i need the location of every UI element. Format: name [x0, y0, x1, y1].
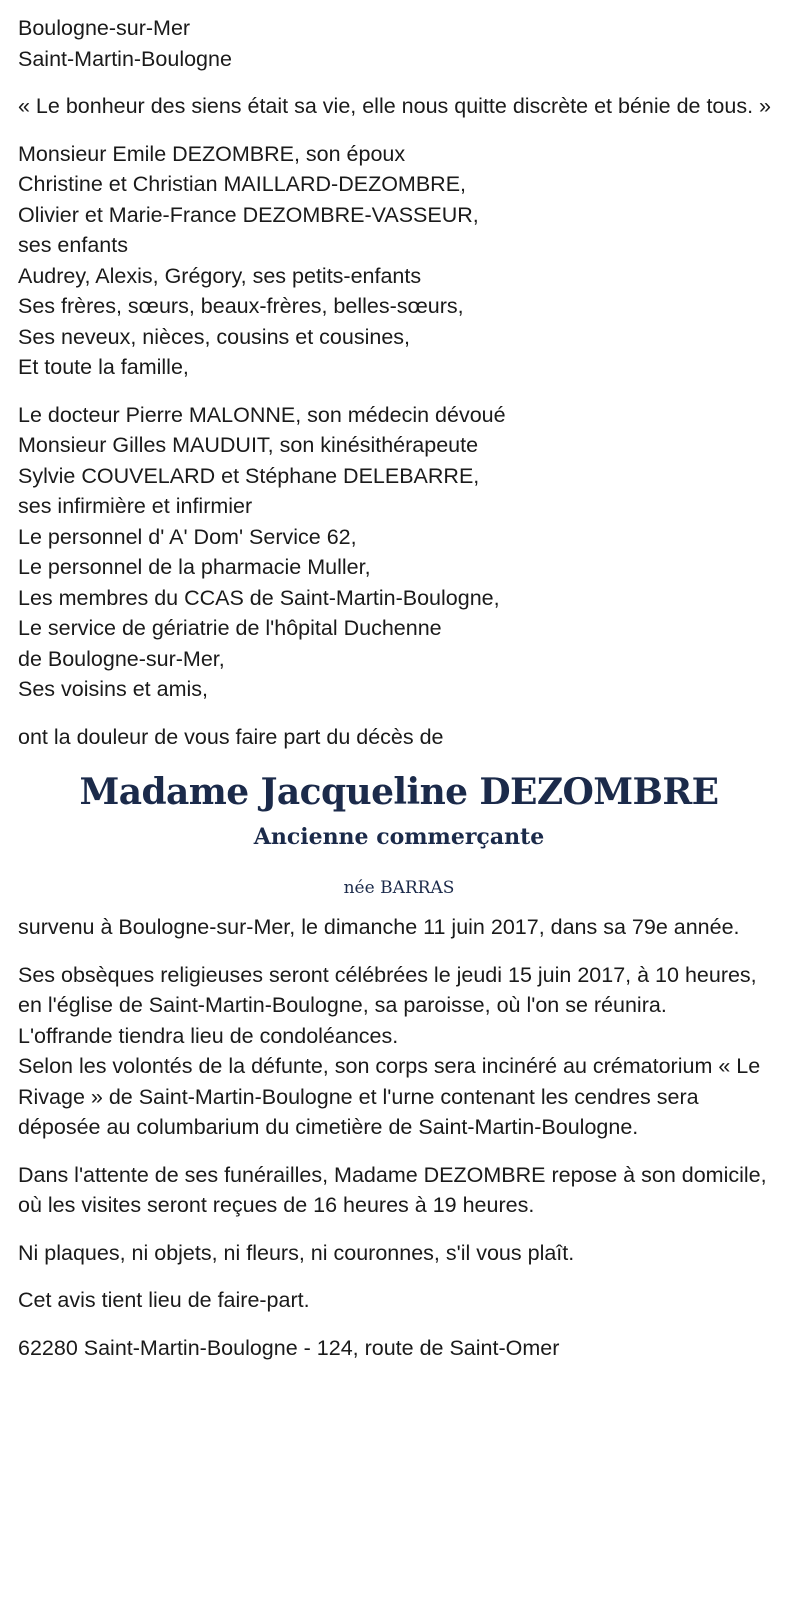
funeral-line: L'offrande tiendra lieu de condoléances. — [18, 1023, 399, 1048]
location-city: Boulogne-sur-Mer — [18, 16, 191, 40]
death-notice-text: survenu à Boulogne-sur-Mer, le dimanche 11 juin 2017, dans sa 79e année. — [18, 915, 740, 939]
family-line: Ses neveux, nièces, cousins et cousines, — [18, 324, 410, 349]
funeral-details — [18, 960, 780, 1143]
deceased-profession: Ancienne commerçante — [253, 824, 545, 850]
family-line: Monsieur Emile DEZOMBRE, son époux — [18, 141, 406, 166]
epitaph-quote — [18, 91, 780, 122]
notice-text: Cet avis tient lieu de faire-part. — [18, 1288, 310, 1312]
family-line: Ses frères, sœurs, beaux-frères, belles-sœurs, — [18, 294, 464, 318]
maiden-name: née BARRAS — [343, 878, 455, 898]
family-line: Olivier et Marie-France DEZOMBRE-VASSEUR, — [18, 202, 479, 227]
family-line: ses enfants — [18, 233, 128, 257]
family-line: Et toute la famille, — [18, 355, 189, 379]
no-flowers-text: Ni plaques, ni objets, ni fleurs, ni couronnes, s'il vous plaît. — [18, 1240, 575, 1265]
carers-list — [18, 400, 780, 705]
visit-text: Dans l'attente de ses funérailles, Madame DEZOMBRE repose à son domicile, où les visites seront reçues de 16 heures à 19 heures. — [18, 1162, 767, 1217]
family-line: Audrey, Alexis, Grégory, ses petits-enfants — [18, 263, 422, 288]
carer-line: ses infirmière et infirmier — [18, 494, 253, 518]
announcement-text: ont la douleur de vous faire part du décès de — [18, 724, 444, 749]
carer-line: Le personnel d' A' Dom' Service 62, — [18, 524, 357, 549]
address-text: 62280 Saint-Martin-Boulogne - 124, route de Saint-Omer — [18, 1335, 560, 1360]
carer-line: Le personnel de la pharmacie Muller, — [18, 555, 371, 579]
flowers-request — [18, 1238, 780, 1269]
carer-line: Le service de gériatrie de l'hôpital Duchenne — [18, 616, 442, 640]
carer-line: Monsieur Gilles MAUDUIT, son kinésithérapeute — [18, 433, 479, 457]
deceased-name: Madame Jacqueline DEZOMBRE — [79, 771, 719, 813]
carer-line: Le docteur Pierre MALONNE, son médecin dévoué — [18, 402, 506, 427]
location-header — [18, 13, 780, 74]
funeral-line: Selon les volontés de la défunte, son corps sera incinéré au crématorium « Le Rivage » de Saint-Martin-Boulogne et l'urne contenant les cendres sera déposée au columbarium du cimetière de Saint-Martin-Boulogne. — [18, 1054, 761, 1139]
family-list — [18, 139, 780, 383]
location-town: Saint-Martin-Boulogne — [18, 46, 232, 71]
visit-details — [18, 1160, 780, 1221]
carer-line: de Boulogne-sur-Mer, — [18, 646, 225, 671]
death-details — [18, 912, 780, 943]
carer-line: Les membres du CCAS de Saint-Martin-Boulogne, — [18, 585, 500, 610]
family-line: Christine et Christian MAILLARD-DEZOMBRE, — [18, 172, 467, 196]
notice-statement — [18, 1285, 780, 1316]
address-block — [18, 1333, 780, 1364]
quote-text: « Le bonheur des siens était sa vie, elle nous quitte discrète et bénie de tous. » — [18, 94, 771, 118]
funeral-line: Ses obsèques religieuses seront célébrées le jeudi 15 juin 2017, à 10 heures, en l'église de Saint-Martin-Boulogne, sa paroisse, où l'on se réunira. — [18, 962, 757, 1017]
carer-line: Sylvie COUVELARD et Stéphane DELEBARRE, — [18, 463, 480, 488]
announcement — [18, 722, 780, 753]
carer-line: Ses voisins et amis, — [18, 677, 208, 701]
